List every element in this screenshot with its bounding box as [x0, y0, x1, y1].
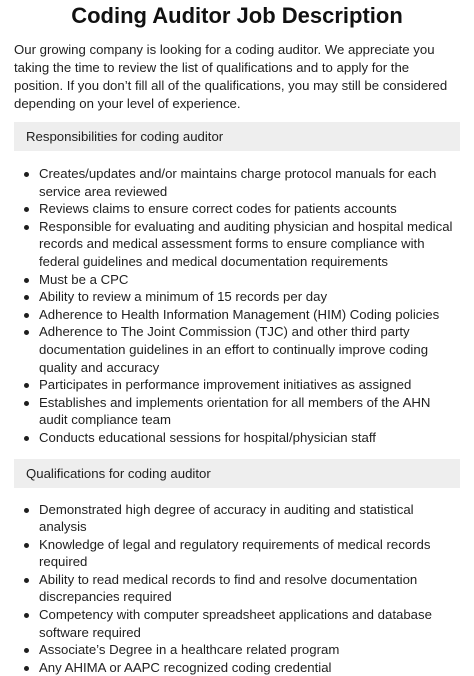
list-item-text: Responsible for evaluating and auditing physician and hospital medical records and medical assessment forms to ensure compliance with federal guidelines and medical documentation requirements [39, 219, 452, 269]
list-item [14, 200, 460, 218]
list-item-text: Participates in performance improvement initiatives as assigned [39, 377, 411, 392]
bullet-icon [24, 278, 29, 283]
bullet-icon [24, 330, 29, 335]
list-item-text: Conducts educational sessions for hospital/physician staff [39, 430, 376, 445]
bullet-icon [24, 172, 29, 177]
bullet-icon [24, 543, 29, 548]
bullet-icon [24, 313, 29, 318]
list-item [14, 376, 460, 394]
list-item [14, 641, 460, 659]
list-item-text: Adherence to Health Information Management (HIM) Coding policies [39, 307, 439, 322]
list-item [14, 571, 460, 606]
qualifications-list [14, 501, 460, 676]
list-item-text: Ability to read medical records to find and resolve documentation discrepancies required [39, 572, 417, 605]
bullet-icon [24, 648, 29, 653]
list-item [14, 606, 460, 641]
list-item-text: Any AHIMA or AAPC recognized coding credential [39, 660, 331, 675]
list-item [14, 288, 460, 306]
list-item [14, 323, 460, 376]
bullet-icon [24, 578, 29, 583]
bullet-icon [24, 295, 29, 300]
list-item-text: Ability to review a minimum of 15 records per day [39, 289, 327, 304]
list-item-text: Competency with computer spreadsheet applications and database software required [39, 607, 432, 640]
list-item [14, 501, 460, 536]
bullet-icon [24, 401, 29, 406]
list-item-text: Establishes and implements orientation for all members of the AHN audit compliance team [39, 395, 430, 428]
list-item-text: Adherence to The Joint Commission (TJC) and other third party documentation guidelines in an effort to continually improve coding quality and accuracy [39, 324, 428, 374]
list-item-text: Knowledge of legal and regulatory requirements of medical records required [39, 537, 430, 570]
list-item [14, 271, 460, 289]
list-item-text: Associate’s Degree in a healthcare related program [39, 642, 339, 657]
list-item [14, 536, 460, 571]
list-item [14, 429, 460, 447]
list-item [14, 165, 460, 200]
list-item [14, 218, 460, 271]
intro-paragraph: Our growing company is looking for a coding auditor. We appreciate you taking the time to review the list of qualifications and to apply for the position. If you don’t fill all of the qualifications, you may still be considered depending on your level of experience. [14, 41, 460, 113]
list-item-text: Reviews claims to ensure correct codes for patients accounts [39, 201, 397, 216]
bullet-icon [24, 225, 29, 230]
bullet-icon [24, 383, 29, 388]
page-title: Coding Auditor Job Description [14, 0, 460, 35]
list-item-text: Must be a CPC [39, 272, 128, 287]
bullet-icon [24, 666, 29, 671]
bullet-icon [24, 613, 29, 618]
responsibilities-header: Responsibilities for coding auditor [14, 122, 460, 151]
list-item [14, 306, 460, 324]
list-item [14, 394, 460, 429]
responsibilities-list [14, 165, 460, 447]
list-item [14, 659, 460, 676]
bullet-icon [24, 436, 29, 441]
list-item-text: Creates/updates and/or maintains charge protocol manuals for each service area reviewed [39, 166, 436, 199]
qualifications-header: Qualifications for coding auditor [14, 459, 460, 488]
list-item-text: Demonstrated high degree of accuracy in auditing and statistical analysis [39, 502, 414, 535]
bullet-icon [24, 508, 29, 513]
bullet-icon [24, 207, 29, 212]
